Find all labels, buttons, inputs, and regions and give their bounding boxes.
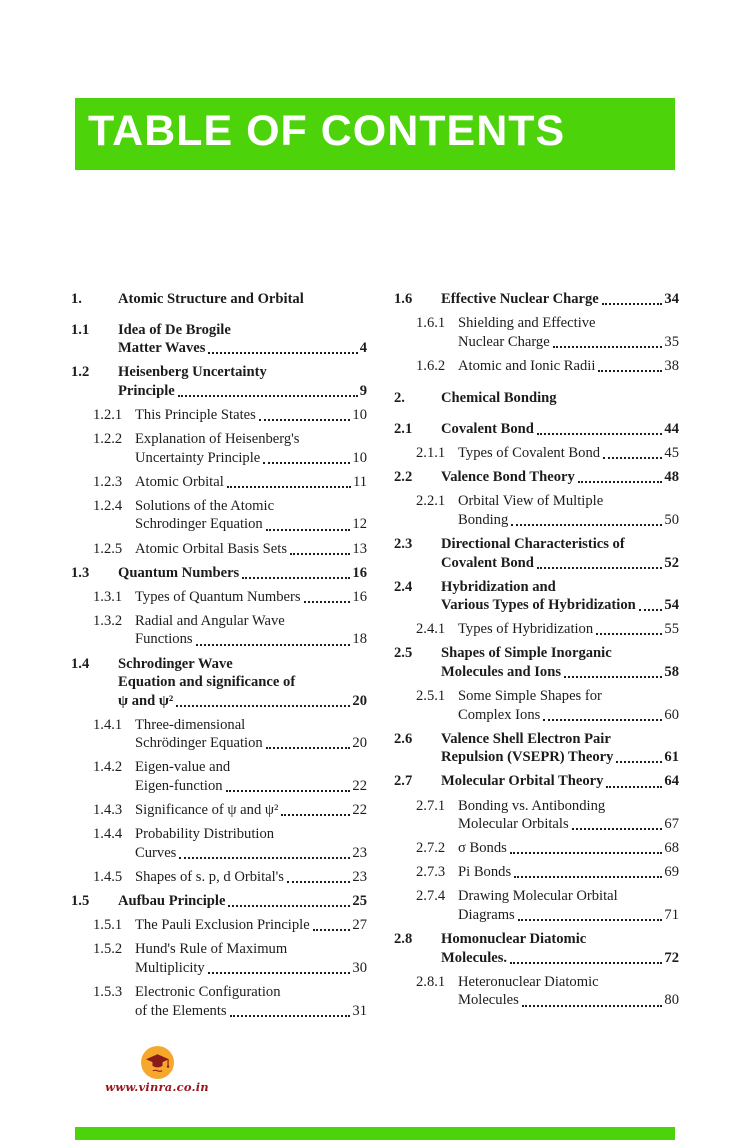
toc-entry-1: [71, 290, 367, 309]
dot-leader: [196, 644, 351, 646]
toc-entry-title: Types of Quantum Numbers: [135, 588, 301, 605]
toc-entry-title: Diagrams: [458, 907, 515, 924]
dot-leader: [304, 601, 351, 603]
toc-entry-title: Uncertainty Principle: [135, 449, 261, 466]
toc-entry-title-block: [135, 430, 367, 467]
toc-entry-title: Effective Nuclear Charge: [441, 291, 599, 307]
toc-entry-number: 1.6.1: [416, 315, 446, 332]
toc-entry-page-number: 12: [352, 516, 367, 533]
toc-entry-title-line: Shapes of Simple Inorganic: [441, 645, 612, 662]
toc-entry-page-number: 80: [664, 992, 679, 1009]
dot-leader: [287, 881, 350, 883]
toc-entry-1-3-1: [71, 588, 367, 607]
toc-entry-title-line: Schrodinger Wave: [118, 655, 233, 672]
toc-entry-page-number: 69: [664, 864, 679, 881]
toc-entry-title: Repulsion (VSEPR) Theory: [441, 749, 614, 766]
toc-entry-number: 1.5.2: [93, 941, 123, 958]
toc-entry-number: 2.6: [394, 730, 413, 747]
toc-entry-1-1: [71, 321, 367, 358]
toc-entry-title-block: [441, 772, 679, 791]
toc-entry-number: 1.3.2: [93, 612, 123, 629]
toc-entry-1-5-1: [71, 916, 367, 935]
toc-entry-title: The Pauli Exclusion Principle: [135, 917, 310, 934]
toc-entry-title: Matter Waves: [118, 340, 206, 357]
toc-entry-number: 2.: [394, 390, 405, 407]
toc-entry-number: 1.3: [71, 564, 90, 581]
toc-entry-2-4: [394, 578, 679, 615]
toc-entry-2-4-1: [394, 620, 679, 639]
toc-entry-title-line: Three-dimensional: [135, 716, 246, 733]
toc-entry-page-number: 68: [664, 840, 679, 857]
toc-entry-number: 1.: [71, 291, 82, 307]
toc-entry-page-number: 16: [352, 564, 367, 581]
toc-entry-title: Eigen-function: [135, 778, 223, 795]
toc-entry-title-block: [135, 825, 367, 862]
toc-entry-title: Functions: [135, 631, 193, 648]
toc-entry-title-block: [135, 801, 367, 820]
dot-leader: [518, 919, 663, 921]
toc-entry-title-block: [458, 973, 679, 1010]
toc-entry-title-block: [441, 644, 679, 681]
toc-entry-2-7-4: [394, 887, 679, 924]
toc-entry-number: 2.1.1: [416, 445, 446, 462]
dot-leader: [290, 553, 350, 555]
toc-entry-number: 2.3: [394, 535, 413, 552]
toc-entry-title-block: [458, 863, 679, 882]
toc-entry-title-block: [118, 892, 367, 911]
toc-entry-title: Atomic and Ionic Radii: [458, 357, 596, 374]
toc-entry-page-number: 44: [664, 420, 679, 437]
toc-entry-number: 1.2.5: [93, 540, 123, 557]
toc-entry-title: Atomic Orbital: [135, 473, 224, 490]
toc-entry-title-block: [118, 363, 367, 400]
toc-entry-title-line: Electronic Configuration: [135, 983, 281, 1000]
toc-entry-title: Atomic Orbital Basis Sets: [135, 540, 288, 557]
toc-entry-title-line: Heteronuclear Diatomic: [458, 973, 599, 990]
toc-entry-number: 1.5.1: [93, 917, 123, 934]
toc-entry-page-number: 61: [664, 749, 679, 766]
toc-entry-title-line: Drawing Molecular Orbital: [458, 888, 618, 905]
toc-entry-number: 1.2: [71, 364, 90, 381]
toc-entry-number: 1.1: [71, 321, 90, 338]
dot-leader: [227, 486, 351, 488]
toc-entry-number: 1.4: [71, 655, 90, 672]
toc-entry-page-number: 30: [352, 959, 367, 976]
dot-leader: [266, 529, 351, 531]
dot-leader: [553, 346, 663, 348]
toc-entry-1-3-2: [71, 612, 367, 649]
toc-entry-title-line: Homonuclear Diatomic: [441, 931, 587, 948]
toc-entry-page-number: 35: [664, 333, 679, 350]
toc-entry-2-1: [394, 420, 679, 439]
toc-entry-title-block: [458, 492, 679, 529]
toc-entry-title: Molecules and Ions: [441, 664, 562, 680]
toc-entry-title: ψ and ψ²: [118, 692, 174, 709]
toc-entry-2-2: [394, 468, 679, 487]
toc-entry-page-number: 23: [352, 868, 367, 885]
toc-entry-number: 1.4.1: [93, 716, 123, 733]
toc-entry-1-2-3: [71, 473, 367, 492]
toc-entry-2-6: [394, 730, 679, 767]
toc-entry-1-2: [71, 363, 367, 400]
toc-entry-page-number: 52: [664, 554, 679, 571]
toc-entry-title: Valence Bond Theory: [441, 469, 575, 486]
toc-entry-page-number: 20: [352, 735, 367, 752]
toc-entry-1-4-2: [71, 758, 367, 795]
toc-entry-title: Types of Covalent Bond: [458, 445, 601, 462]
toc-entry-title-line: Probability Distribution: [135, 826, 275, 843]
toc-entry-page-number: 64: [664, 773, 679, 790]
toc-entry-page-number: 13: [352, 540, 367, 557]
toc-entry-title-line: Chemical Bonding: [441, 390, 557, 407]
toc-entry-1-2-1: [71, 406, 367, 425]
toc-entry-page-number: 10: [352, 406, 367, 423]
toc-entry-title: Pi Bonds: [458, 864, 512, 881]
toc-entry-number: 1.2.2: [93, 431, 123, 448]
toc-entry-2-8-1: [394, 973, 679, 1010]
toc-entry-1-4-1: [71, 716, 367, 753]
toc-entry-number: 2.7.4: [416, 888, 446, 905]
toc-entry-title-block: [118, 290, 367, 309]
toc-entry-number: 1.4.4: [93, 826, 123, 843]
dot-leader: [522, 1005, 663, 1007]
toc-entry-title-block: [118, 564, 367, 583]
toc-entry-number: 2.5.1: [416, 688, 446, 705]
toc-entry-title-block: [458, 620, 679, 639]
toc-entry-page-number: 16: [352, 588, 367, 605]
toc-entry-page-number: 54: [664, 597, 679, 614]
toc-entry-title: Schrödinger Equation: [135, 735, 263, 752]
toc-entry-title-line: Radial and Angular Wave: [135, 612, 285, 629]
toc-entry-title-block: [135, 473, 367, 492]
toc-entry-number: 2.1: [394, 420, 413, 437]
toc-entry-number: 1.6: [394, 291, 413, 307]
toc-entry-2-7: [394, 772, 679, 791]
toc-entry-page-number: 38: [664, 357, 679, 374]
toc-entry-title-line: Heisenberg Uncertainty: [118, 364, 267, 381]
toc-entry-title-block: [441, 468, 679, 487]
toc-entry-1-6-2: [394, 357, 679, 376]
dot-leader: [603, 457, 662, 459]
toc-entry-title-block: [135, 983, 367, 1020]
toc-entry-page-number: 48: [664, 469, 679, 486]
toc-entry-title-block: [441, 389, 679, 408]
toc-entry-2-7-1: [394, 797, 679, 834]
website-url: www.vinra.co.in: [105, 1080, 209, 1094]
toc-entry-number: 2.7.3: [416, 864, 446, 881]
dot-leader: [226, 790, 351, 792]
toc-entry-number: 2.7: [394, 773, 413, 790]
toc-entry-1-2-4: [71, 497, 367, 534]
toc-entry-title: Multiplicity: [135, 959, 205, 976]
toc-entry-title-block: [441, 535, 679, 572]
header-bar: [75, 98, 675, 170]
toc-entry-title: Schrodinger Equation: [135, 516, 263, 533]
toc-entry-title-block: [458, 357, 679, 376]
toc-entry-2-2-1: [394, 492, 679, 529]
dot-leader: [228, 905, 350, 907]
toc-entry-page-number: 18: [352, 631, 367, 648]
toc-entry-number: 2.7.2: [416, 840, 446, 857]
toc-entry-title: Bonding: [458, 511, 509, 528]
toc-entry-title: Aufbau Principle: [118, 893, 226, 910]
dot-leader: [263, 462, 350, 464]
toc-entry-title: Covalent Bond: [441, 420, 534, 437]
toc-entry-title-block: [441, 578, 679, 615]
toc-entry-title-block: [135, 758, 367, 795]
toc-entry-title-block: [135, 588, 367, 607]
toc-entry-title: This Principle States: [135, 406, 256, 423]
toc-entry-title: Principle: [118, 382, 175, 399]
toc-entry-title: Significance of ψ and ψ²: [135, 802, 279, 819]
toc-entry-title-line: Idea of De Brogile: [118, 321, 231, 338]
toc-entry-page-number: 10: [352, 449, 367, 466]
dot-leader: [176, 705, 350, 707]
toc-entry-title-line: Solutions of the Atomic: [135, 497, 275, 514]
toc-entry-title-line: Eigen-value and: [135, 759, 231, 776]
toc-entry-number: 2.4: [394, 578, 413, 595]
dot-leader: [259, 419, 351, 421]
dot-leader: [179, 857, 350, 859]
toc-column-left: [71, 290, 367, 1026]
toc-entry-page-number: 9: [359, 382, 367, 399]
toc-entry-number: 2.5: [394, 645, 413, 662]
toc-entry-1-4-5: [71, 868, 367, 887]
toc-entry-title-block: [441, 730, 679, 767]
graduation-cap-icon: [141, 1046, 174, 1079]
toc-entry-title-line: Equation and significance of: [118, 674, 296, 691]
toc-entry-page-number: 67: [664, 816, 679, 833]
toc-entry-1-6-1: [394, 314, 679, 351]
toc-entry-title-block: [135, 940, 367, 977]
dot-leader: [230, 1015, 351, 1017]
toc-entry-1-6: [394, 290, 679, 309]
toc-entry-title-block: [441, 290, 679, 309]
toc-entry-2-7-3: [394, 863, 679, 882]
toc-column-right: [394, 290, 679, 1026]
dot-leader: [510, 962, 662, 964]
page-title: TABLE OF CONTENTS: [88, 107, 566, 155]
toc-entry-page-number: 55: [664, 621, 679, 638]
toc-entry-title: Quantum Numbers: [118, 564, 240, 581]
toc-entry-title-block: [441, 930, 679, 967]
toc-entry-title-block: [135, 612, 367, 649]
toc-entry-number: 1.5.3: [93, 983, 123, 1000]
dot-leader: [281, 814, 350, 816]
toc-entry-1-4-3: [71, 801, 367, 820]
toc-entry-title: σ Bonds: [458, 840, 507, 857]
toc-entry-1-2-5: [71, 540, 367, 559]
toc-entry-page-number: 27: [352, 917, 367, 934]
toc-entry-number: 1.6.2: [416, 357, 446, 374]
toc-entry-title-block: [458, 314, 679, 351]
toc-entry-title-block: [135, 540, 367, 559]
toc-entry-2: [394, 389, 679, 408]
toc-entry-number: 2.4.1: [416, 621, 446, 638]
toc-entry-page-number: 11: [352, 473, 367, 490]
toc-entry-page-number: 23: [352, 844, 367, 861]
toc-entry-2-7-2: [394, 839, 679, 858]
toc-entry-title-block: [135, 868, 367, 887]
dot-leader: [578, 481, 663, 483]
toc-entry-title-block: [458, 887, 679, 924]
dot-leader: [208, 972, 351, 974]
toc-entry-title-line: Atomic Structure and Orbital: [118, 291, 304, 307]
dot-leader: [564, 676, 662, 678]
toc-entry-1-5-3: [71, 983, 367, 1020]
toc-entry-page-number: 71: [664, 907, 679, 924]
toc-entry-title-line: Explanation of Heisenberg's: [135, 431, 300, 448]
toc-entry-title: Types of Hybridization: [458, 621, 594, 638]
toc-entry-number: 2.8.1: [416, 973, 446, 990]
toc-entry-1-4: [71, 655, 367, 711]
toc-entry-title: Covalent Bond: [441, 554, 534, 571]
toc-entry-number: 1.4.5: [93, 868, 123, 885]
toc-entry-number: 1.4.2: [93, 759, 123, 776]
dot-leader: [178, 395, 358, 397]
toc-entry-title-line: Valence Shell Electron Pair: [441, 730, 611, 747]
toc-entry-number: 2.2: [394, 469, 413, 486]
dot-leader: [572, 828, 663, 830]
toc-entry-title-block: [441, 420, 679, 439]
dot-leader: [596, 633, 662, 635]
toc-entry-title-block: [458, 797, 679, 834]
dot-leader: [510, 852, 663, 854]
dot-leader: [242, 577, 350, 579]
dot-leader: [616, 761, 662, 763]
toc-entry-title: Curves: [135, 844, 177, 861]
toc-entry-number: 1.2.4: [93, 497, 123, 514]
toc-entry-title-line: Hund's Rule of Maximum: [135, 941, 288, 958]
toc-entry-title-block: [458, 687, 679, 724]
toc-entry-2-3: [394, 535, 679, 572]
toc-entry-number: 2.7.1: [416, 797, 446, 814]
dot-leader: [313, 929, 351, 931]
toc-entry-title-line: Some Simple Shapes for: [458, 688, 602, 705]
dot-leader: [537, 567, 663, 569]
toc-entry-title-line: Bonding vs. Antibonding: [458, 797, 606, 814]
toc-entry-number: 1.2.3: [93, 473, 123, 490]
toc-entry-title: Molecules: [458, 992, 519, 1009]
toc-entry-title-line: Orbital View of Multiple: [458, 493, 604, 510]
toc-entry-title-block: [458, 444, 679, 463]
toc-entry-page-number: 20: [352, 692, 367, 709]
toc-entry-page-number: 58: [664, 664, 679, 680]
dot-leader: [537, 433, 663, 435]
toc-entry-title: Various Types of Hybridization: [441, 597, 636, 614]
dot-leader: [514, 876, 662, 878]
dot-leader: [598, 370, 662, 372]
toc-entry-page-number: 31: [352, 1002, 367, 1019]
dot-leader: [266, 747, 351, 749]
toc-entry-title-line: Directional Characteristics of: [441, 535, 625, 552]
footer-bar: [75, 1127, 675, 1140]
toc-entry-number: 1.4.3: [93, 802, 123, 819]
toc-entry-page-number: 60: [664, 706, 679, 723]
toc-entry-number: 1.2.1: [93, 406, 123, 423]
dot-leader: [606, 786, 662, 788]
toc-entry-title: Complex Ions: [458, 706, 541, 723]
toc-entry-title-block: [118, 321, 367, 358]
toc-entry-number: 1.3.1: [93, 588, 123, 605]
toc-entry-2-8: [394, 930, 679, 967]
toc-entry-title: of the Elements: [135, 1002, 227, 1019]
toc-entry-1-4-4: [71, 825, 367, 862]
toc-entry-page-number: 22: [352, 802, 367, 819]
toc-entry-title-block: [135, 497, 367, 534]
toc-entry-number: 1.5: [71, 893, 90, 910]
toc-entry-title: Nuclear Charge: [458, 333, 550, 350]
toc-entry-title: Molecular Orbital Theory: [441, 773, 604, 790]
toc-entry-title-block: [135, 716, 367, 753]
table-of-contents: [71, 290, 679, 1026]
dot-leader: [208, 352, 357, 354]
toc-entry-1-2-2: [71, 430, 367, 467]
dot-leader: [639, 609, 663, 611]
toc-entry-1-5-2: [71, 940, 367, 977]
toc-entry-page-number: 22: [352, 778, 367, 795]
toc-entry-page-number: 34: [664, 291, 679, 307]
dot-leader: [511, 524, 662, 526]
toc-entry-title: Molecular Orbitals: [458, 816, 569, 833]
toc-entry-page-number: 72: [664, 949, 679, 966]
toc-entry-1-5: [71, 892, 367, 911]
toc-entry-1-3: [71, 564, 367, 583]
toc-entry-title: Molecules.: [441, 949, 508, 966]
toc-entry-2-1-1: [394, 444, 679, 463]
toc-entry-title-block: [135, 916, 367, 935]
toc-entry-title-line: Hybridization and: [441, 578, 556, 595]
toc-entry-title-block: [118, 655, 367, 711]
toc-entry-number: 2.2.1: [416, 493, 446, 510]
toc-entry-page-number: 25: [352, 893, 367, 910]
toc-entry-number: 2.8: [394, 931, 413, 948]
toc-entry-title-block: [135, 406, 367, 425]
dot-leader: [543, 719, 662, 721]
toc-entry-title-block: [458, 839, 679, 858]
toc-entry-page-number: 45: [664, 445, 679, 462]
toc-entry-page-number: 4: [359, 340, 367, 357]
toc-entry-title: Shapes of s. p, d Orbital's: [135, 868, 284, 885]
toc-entry-2-5-1: [394, 687, 679, 724]
toc-entry-page-number: 50: [664, 511, 679, 528]
dot-leader: [602, 303, 663, 305]
toc-entry-2-5: [394, 644, 679, 681]
toc-entry-title-line: Shielding and Effective: [458, 315, 596, 332]
